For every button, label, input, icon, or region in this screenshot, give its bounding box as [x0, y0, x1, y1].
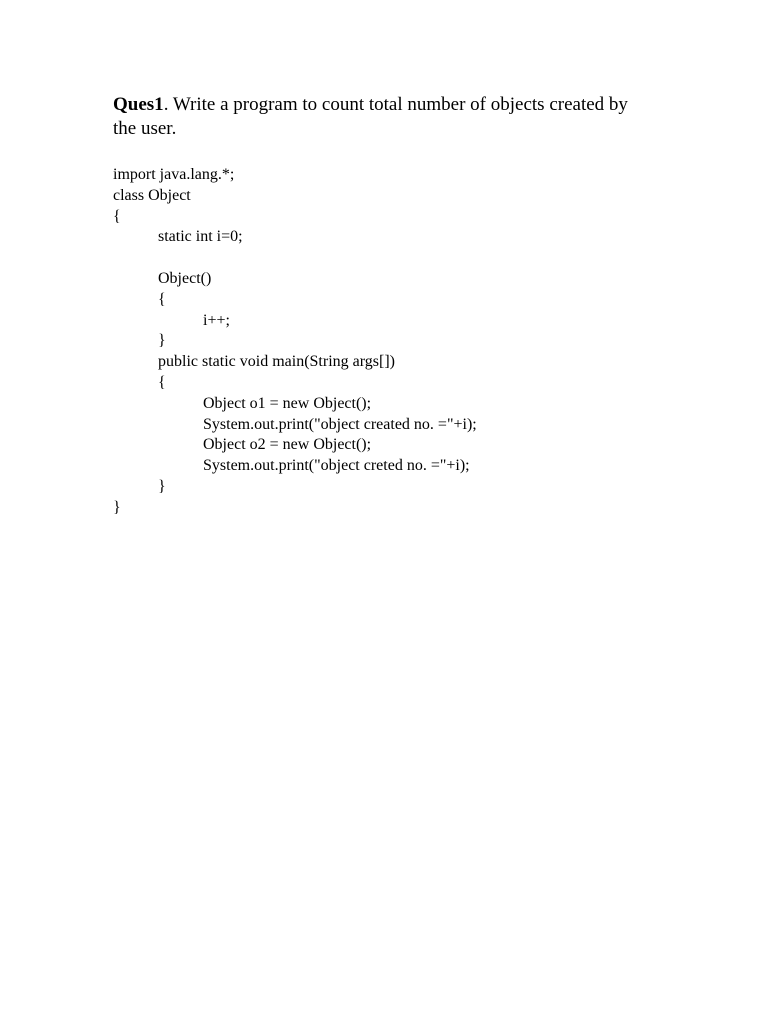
- code-line: i++;: [203, 311, 230, 329]
- question-heading: [113, 93, 653, 141]
- code-line: }: [158, 332, 166, 350]
- code-line: static int i=0;: [158, 228, 243, 246]
- code-line: {: [158, 290, 166, 308]
- code-line: {: [113, 207, 121, 225]
- code-line: System.out.print("object created no. ="+i);: [203, 415, 477, 433]
- question-label: Ques1: [113, 94, 164, 115]
- code-line: import java.lang.*;: [113, 166, 235, 183]
- code-line: System.out.print("object creted no. ="+i);: [203, 457, 470, 475]
- code-line: Object o1 = new Object();: [203, 394, 372, 412]
- code-line: public static void main(String args[]): [158, 353, 395, 371]
- code-line: {: [158, 373, 166, 391]
- code-line: }: [113, 498, 121, 516]
- code-line: Object(): [158, 269, 212, 287]
- code-listing: [113, 165, 673, 519]
- code-line-blank: [113, 248, 673, 269]
- code-line: }: [158, 477, 166, 495]
- code-line: class Object: [113, 186, 191, 204]
- question-text: . Write a program to count total number of objects created by the user.: [113, 94, 628, 139]
- code-line: Object o2 = new Object();: [203, 436, 372, 454]
